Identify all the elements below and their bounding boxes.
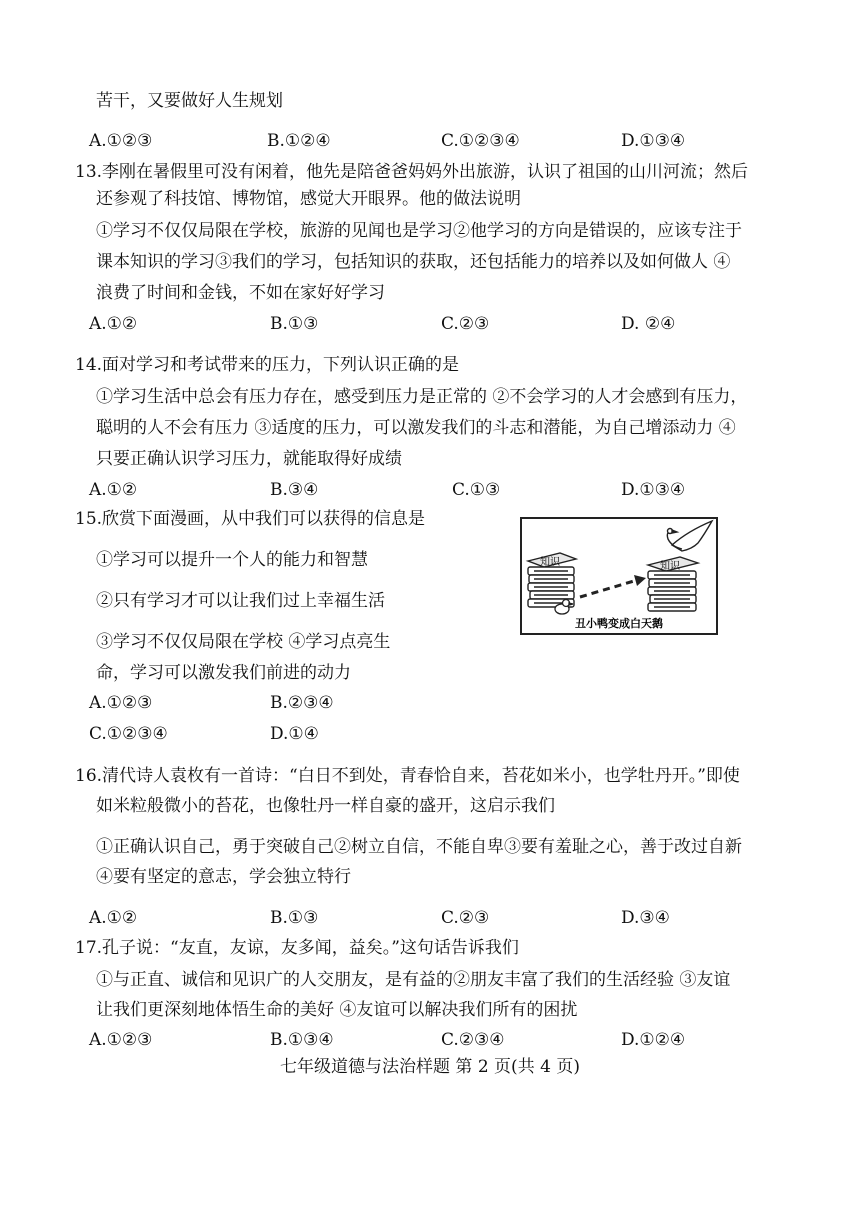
q13-option-c: C.②③ xyxy=(441,314,490,334)
q15-statement-2: ②只有学习才可以让我们过上幸福生活 xyxy=(96,591,385,611)
q16-statement-line-2: ④要有坚定的意志，学会独立特行 xyxy=(96,867,351,887)
right-book-label: 知识 xyxy=(660,561,680,572)
page-footer: 七年级道德与法治样题 第 2 页(共 4 页) xyxy=(280,1057,580,1077)
q16-option-c: C.②③ xyxy=(441,908,490,928)
q16-option-d: D.③④ xyxy=(621,908,670,928)
q13-statement-line-2: 课本知识的学习③我们的学习，包括知识的获取，还包括能力的培养以及如何做人 ④ xyxy=(96,252,731,272)
q17-option-b: B.①③④ xyxy=(270,1030,334,1050)
q16-statement-line-1: ①正确认识自己，勇于突破自己②树立自信，不能自卑③要有羞耻之心，善于改过自新 xyxy=(96,837,742,857)
cartoon-illustration xyxy=(522,519,716,633)
arrow-icon xyxy=(580,575,646,597)
q16-option-a: A.①② xyxy=(89,908,138,928)
q14-option-b: B.③④ xyxy=(270,480,319,500)
q15-option-b: B.②③④ xyxy=(270,693,334,713)
q14-option-a: A.①② xyxy=(89,480,138,500)
q12-option-a: A.①②③ xyxy=(89,131,153,151)
q15-cartoon xyxy=(520,517,718,635)
q14-option-d: D.①③④ xyxy=(621,480,686,500)
q13-statement-line-1: ①学习不仅仅局限在学校，旅游的见闻也是学习②他学习的方向是错误的，应该专注于 xyxy=(96,221,742,241)
q13-stem-line-2: 还参观了科技馆、博物馆，感觉大开眼界。他的做法说明 xyxy=(96,189,521,209)
q12-continuation: 苦干，又要做好人生规划 xyxy=(96,91,283,111)
q15-statement-3: ③学习不仅仅局限在学校 ④学习点亮生 xyxy=(96,632,391,652)
q13-option-a: A.①② xyxy=(89,314,138,334)
q17-option-a: A.①②③ xyxy=(89,1030,153,1050)
q13-statement-line-3: 浪费了时间和金钱，不如在家好好学习 xyxy=(96,283,385,303)
q15-stem: 15.欣赏下面漫画，从中我们可以获得的信息是 xyxy=(75,509,426,529)
q14-statement-line-3: 只要正确认识学习压力，就能取得好成绩 xyxy=(96,449,402,469)
cartoon-caption: 丑小鸭变成白天鹅 xyxy=(575,617,663,630)
q16-option-b: B.①③ xyxy=(270,908,319,928)
q15-option-c: C.①②③④ xyxy=(89,724,168,744)
q12-option-b: B.①②④ xyxy=(267,131,331,151)
q14-statement-line-2: 聪明的人不会有压力 ③适度的压力，可以激发我们的斗志和潜能，为自己增添动力 ④ xyxy=(96,418,736,438)
q17-stem: 17.孔子说：“友直，友谅，友多闻，益矣。”这句话告诉我们 xyxy=(75,938,519,958)
q17-option-d: D.①②④ xyxy=(621,1030,686,1050)
q15-statement-1: ①学习可以提升一个人的能力和智慧 xyxy=(96,550,368,570)
q14-option-c: C.①③ xyxy=(452,480,501,500)
q15-option-d: D.①④ xyxy=(270,724,319,744)
left-book-label: 知识 xyxy=(540,557,560,568)
q12-option-c: C.①②③④ xyxy=(441,131,520,151)
q14-statement-line-1: ①学习生活中总会有压力存在，感受到压力是正常的 ②不会学习的人才会感到有压力， xyxy=(96,387,748,407)
q16-stem-line-1: 16.清代诗人袁枚有一首诗：“白日不到处，青春恰自来，苔花如米小，也学牡丹开。”即使 xyxy=(75,766,740,786)
q16-stem-line-2: 如米粒般微小的苔花，也像牡丹一样自豪的盛开，这启示我们 xyxy=(96,796,555,816)
q13-option-d: D. ②④ xyxy=(621,314,676,334)
q15-option-a: A.①②③ xyxy=(89,693,153,713)
swan-icon xyxy=(667,521,712,551)
q13-option-b: B.①③ xyxy=(270,314,319,334)
q12-option-d: D.①③④ xyxy=(621,131,686,151)
q14-stem: 14.面对学习和考试带来的压力，下列认识正确的是 xyxy=(75,355,460,375)
q17-statement-line-1: ①与正直、诚信和见识广的人交朋友，是有益的②朋友丰富了我们的生活经验 ③友谊 xyxy=(96,970,731,990)
q15-statement-4: 命，学习可以激发我们前进的动力 xyxy=(96,663,351,683)
q13-stem-line-1: 13.李刚在暑假里可没有闲着，他先是陪爸爸妈妈外出旅游，认识了祖国的山川河流；然后 xyxy=(75,162,749,182)
q17-statement-line-2: 让我们更深刻地体悟生命的美好 ④友谊可以解决我们所有的困扰 xyxy=(96,1000,578,1020)
q17-option-c: C.②③④ xyxy=(441,1030,505,1050)
